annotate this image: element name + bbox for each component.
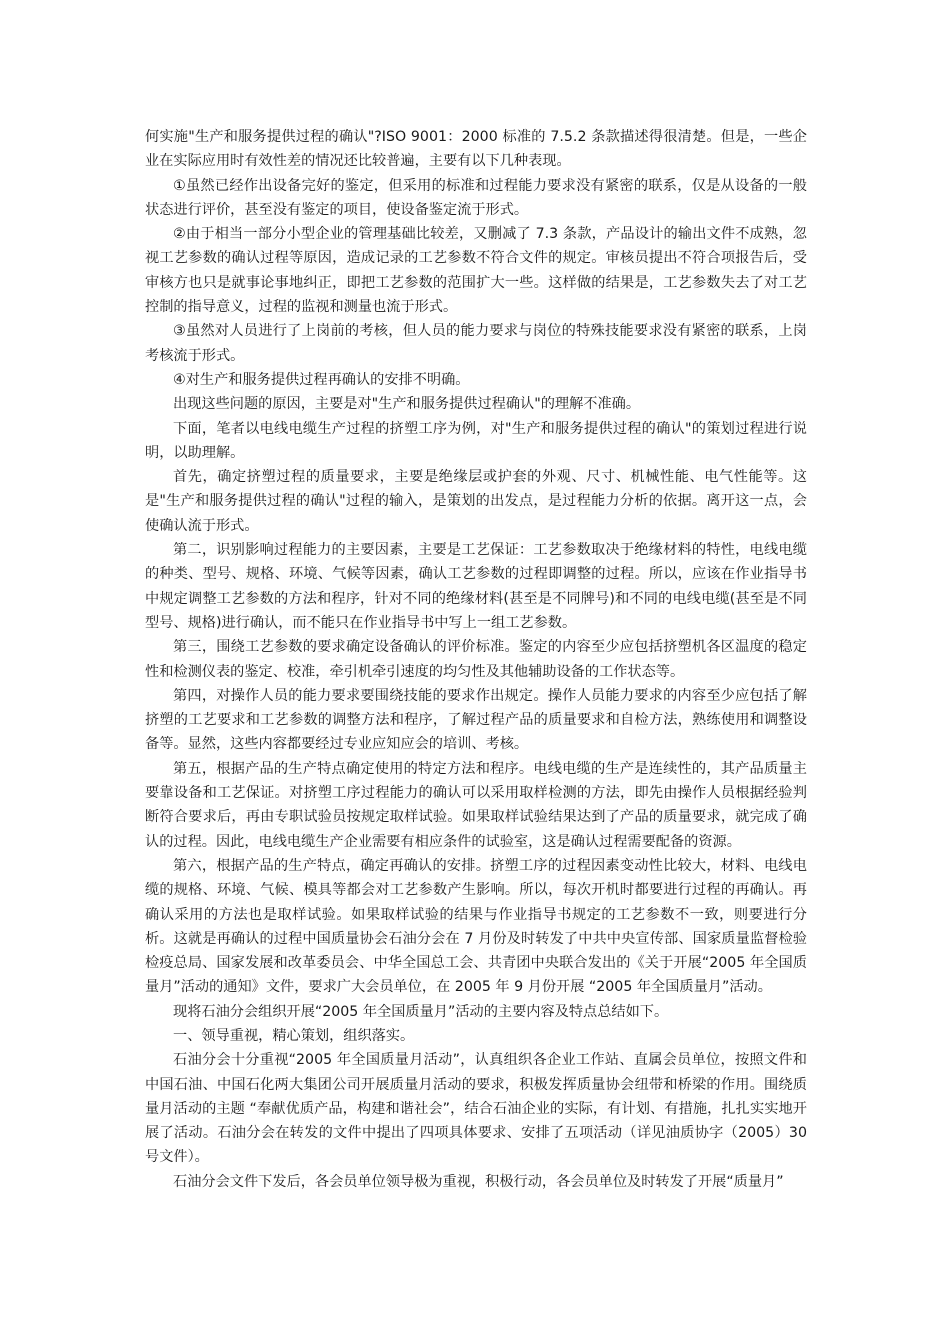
- paragraph-13: 第六，根据产品的生产特点，确定再确认的安排。挤塑工序的过程因素变动性比较大，材料、电线电缆的规格、环境、气候、模具等都会对工艺参数产生影响。所以，每次开机时都要进行过程的再确认。再确认采用的方法也是取样试验。如果取样试验的结果与作业指导书规定的工艺参数不一致，则要进行分析。这就是再确认的过程中国质量协会石油分会在 7 月份及时转发了中共中央宣传部、国家质量监督检验检疫总局、国家发展和改革委员会、中华全国总工会、共青团中央联合发出的《关于开展“2005 年全国质量月”活动的通知》文件，要求广大会员单位，在 2005 年 9 月份开展 “2005 年全国质量月”活动。: [145, 857, 807, 996]
- paragraph-16: 石油分会十分重视“2005 年全国质量月活动”，认真组织各企业工作站、直属会员单位，按照文件和中国石油、中国石化两大集团公司开展质量月活动的要求，积极发挥质量协会纽带和桥梁的作用。围绕质量月活动的主题 “奉献优质产品，构建和谐社会”，结合石油企业的实际，有计划、有措施，扎扎实实地开展了活动。石油分会在转发的文件中提出了四项具体要求、安排了五项活动（详见油质协字（2005）30 号文件）。: [145, 1052, 807, 1166]
- paragraph-15: 一、领导重视，精心策划，组织落实。: [173, 1027, 415, 1044]
- paragraph-1: 何实施"生产和服务提供过程的确认"?ISO 9001：2000 标准的 7.5.2 条款描述得很清楚。但是，一些企业在实际应用时有效性差的情况还比较普遍，主要有以下几种表现。: [145, 129, 807, 170]
- paragraph-14: 现将石油分会组织开展“2005 年全国质量月”活动的主要内容及特点总结如下。: [173, 1003, 669, 1020]
- paragraph-8: 首先，确定挤塑过程的质量要求，主要是绝缘层或护套的外观、尺寸、机械性能、电气性能等。这是"生产和服务提供过程的确认"过程的输入，是策划的出发点，是过程能力分析的依据。离开这一点，会使确认流于形式。: [145, 469, 807, 534]
- paragraph-5: ④对生产和服务提供过程再确认的安排不明确。: [173, 371, 470, 388]
- paragraph-4: ③虽然对人员进行了上岗前的考核，但人员的能力要求与岗位的特殊技能要求没有紧密的联系，上岗考核流于形式。: [145, 323, 807, 364]
- document-page: [145, 125, 807, 1194]
- paragraph-2: ①虽然已经作出设备完好的鉴定，但采用的标准和过程能力要求没有紧密的联系，仅是从设备的一般状态进行评价，甚至没有鉴定的项目，使设备鉴定流于形式。: [145, 177, 807, 218]
- paragraph-10: 第三，围绕工艺参数的要求确定设备确认的评价标准。鉴定的内容至少应包括挤塑机各区温度的稳定性和检测仪表的鉴定、校准，牵引机牵引速度的均匀性及其他辅助设备的工作状态等。: [145, 639, 807, 680]
- paragraph-3: ②由于相当一部分小型企业的管理基础比较差，又删减了 7.3 条款，产品设计的输出文件不成熟，忽视工艺参数的确认过程等原因，造成记录的工艺参数不符合文件的规定。审核员提出不符合项报告后，受审核方也只是就事论事地纠正，即把工艺参数的范围扩大一些。这样做的结果是，工艺参数失去了对工艺控制的指导意义，过程的监视和测量也流于形式。: [145, 226, 807, 316]
- paragraph-17: 石油分会文件下发后，各会员单位领导极为重视，积极行动，各会员单位及时转发了开展“质量月”: [173, 1173, 784, 1190]
- paragraph-6: 出现这些问题的原因，主要是对"生产和服务提供过程确认"的理解不准确。: [173, 396, 641, 413]
- paragraph-7: 下面，笔者以电线电缆生产过程的挤塑工序为例，对"生产和服务提供过程的确认"的策划过程进行说明，以助理解。: [145, 420, 807, 461]
- paragraph-9: 第二，识别影响过程能力的主要因素，主要是工艺保证：工艺参数取决于绝缘材料的特性，电线电缆的种类、型号、规格、环境、气候等因素，确认工艺参数的过程即调整的过程。所以，应该在作业指导书中规定调整工艺参数的方法和程序，针对不同的绝缘材料(甚至是不同牌号)和不同的电线电缆(甚至是不同型号、规格)进行确认，而不能只在作业指导书中写上一组工艺参数。: [145, 542, 807, 631]
- paragraph-12: 第五，根据产品的生产特点确定使用的特定方法和程序。电线电缆的生产是连续性的，其产品质量主要靠设备和工艺保证。对挤塑工序过程能力的确认可以采用取样检测的方法，即先由操作人员根据经验判断符合要求后，再由专职试验员按规定取样试验。如果取样试验结果达到了产品的质量要求，就完成了确认的过程。因此，电线电缆生产企业需要有相应条件的试验室，这是确认过程需要配备的资源。: [145, 760, 807, 850]
- paragraph-11: 第四，对操作人员的能力要求要围绕技能的要求作出规定。操作人员能力要求的内容至少应包括了解挤塑的工艺要求和工艺参数的调整方法和程序，了解过程产品的质量要求和自检方法，熟练使用和调整设备等。显然，这些内容都要经过专业应知应会的培训、考核。: [145, 687, 807, 753]
